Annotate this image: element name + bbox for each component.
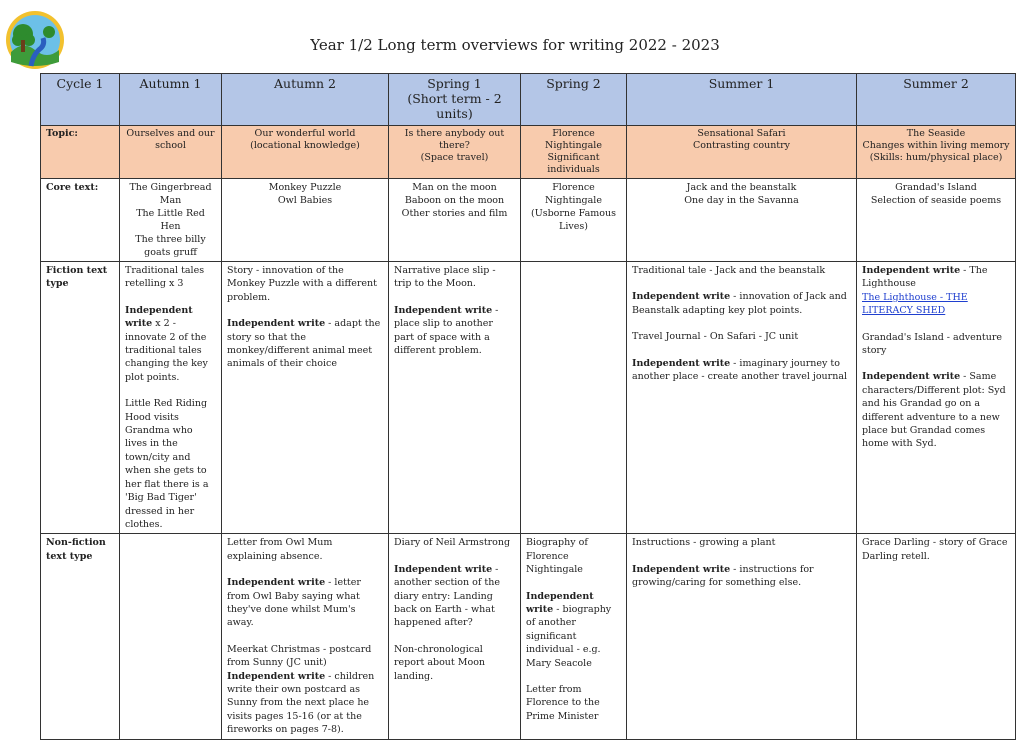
- bold-label: Independent write: [394, 304, 493, 316]
- topic-cell: Florence Nightingale Significant individuals: [521, 126, 627, 179]
- text-span: x 2 - innovate 2 of the traditional tales changing the key plot points.: [125, 318, 208, 383]
- text-block: Instructions - growing a plant: [632, 537, 776, 549]
- text-block: [862, 264, 1010, 291]
- header-summer-2: Summer 2: [857, 74, 1016, 126]
- non-fiction-cell-autumn-1: [120, 534, 222, 739]
- text-block: Traditional tale - Jack and the beanstalk: [632, 265, 826, 276]
- non-fiction-cell-spring-1: [389, 534, 521, 739]
- fiction-cell-autumn-1: [120, 262, 222, 534]
- text-block: [632, 563, 851, 590]
- header-autumn-1: Autumn 1: [120, 74, 222, 126]
- text-span: - innovation of Jack and Beanstalk adapting key plot points.: [632, 291, 847, 316]
- text-block: [394, 563, 515, 630]
- non-fiction-cell-autumn-2: [222, 534, 389, 739]
- header-autumn-2: Autumn 2: [222, 74, 389, 126]
- text-span: - place slip to another part of space with a different problem.: [394, 304, 499, 357]
- page-title: Year 1/2 Long term overviews for writing 2022 - 2023: [310, 36, 720, 54]
- header-summer-1: Summer 1: [627, 74, 857, 126]
- header-row: [41, 74, 1016, 126]
- text-block: [394, 304, 515, 358]
- row-label-core-text: Core text:: [41, 179, 120, 262]
- text-block: [632, 290, 851, 317]
- topic-cell: Ourselves and our school: [120, 126, 222, 179]
- text-block: [125, 304, 216, 384]
- bold-label: Independent write: [862, 371, 961, 383]
- text-block: Grace Darling - story of Grace Darling retell.: [862, 537, 1008, 562]
- core-text-cell: Jack and the beanstalk One day in the Savanna: [627, 179, 857, 262]
- text-block: [526, 590, 621, 670]
- fiction-cell-summer-1: [627, 262, 857, 534]
- fiction-cell-spring-1: [389, 262, 521, 534]
- row-label-non-fiction: Non-fiction text type: [41, 534, 120, 739]
- text-block: [227, 576, 383, 630]
- header-cycle: Cycle 1: [41, 74, 120, 126]
- core-text-cell: Grandad's Island Selection of seaside poems: [857, 179, 1016, 262]
- row-label-topic: Topic:: [41, 126, 120, 179]
- non-fiction-cell-summer-1: [627, 534, 857, 739]
- text-block: Letter from Florence to the Prime Minister: [526, 683, 600, 722]
- topic-cell: Sensational Safari Contrasting country: [627, 126, 857, 179]
- fiction-cell-spring-2: [521, 262, 627, 534]
- text-span: - Same characters/Different plot: Syd and his Grandad go on a different adventure to a new place but Grandad comes home with Syd.: [862, 371, 1006, 450]
- text-span: - biography of another significant individual - e.g. Mary Seacole: [526, 603, 612, 669]
- text-block: [862, 291, 1010, 318]
- text-block: Grandad's Island - adventure story: [862, 331, 1002, 357]
- bold-label: Independent write: [632, 291, 731, 303]
- row-label-fiction: Fiction text type: [41, 262, 120, 534]
- non-fiction-cell-spring-2: [521, 534, 627, 739]
- bold-label: Independent write: [632, 357, 731, 369]
- core-text-cell: Florence Nightingale (Usborne Famous Lives): [521, 179, 627, 262]
- bold-label: Independent write: [227, 670, 326, 682]
- bold-label: Independent write: [227, 318, 326, 330]
- core-text-cell: The Gingerbread Man The Little Red Hen The three billy goats gruff: [120, 179, 222, 262]
- text-block: Non-chronological report about Moon landing.: [394, 643, 486, 682]
- bold-label: Independent write: [227, 577, 326, 589]
- bold-label: Independent write: [125, 304, 193, 330]
- text-block: Traditional tales retelling x 3: [125, 265, 205, 290]
- core-text-cell: Monkey Puzzle Owl Babies: [222, 179, 389, 262]
- header-spring-1: Spring 1 (Short term - 2 units): [389, 74, 521, 126]
- bold-label: Independent write: [632, 563, 731, 575]
- overview-table: [40, 73, 1016, 740]
- text-span: - instructions for growing/caring for something else.: [632, 563, 814, 589]
- text-block: [632, 357, 851, 384]
- lighthouse-link[interactable]: The Lighthouse - THE LITERACY SHED: [862, 291, 968, 317]
- non-fiction-cell-summer-2: [857, 534, 1016, 739]
- topic-cell: Our wonderful world (locational knowledge): [222, 126, 389, 179]
- text-span: - children write their own postcard as Sunny from the next place he visits pages 15-16 (or at the fireworks on pages 7-8).: [227, 670, 375, 736]
- text-block: [227, 670, 383, 737]
- core-text-cell: Man on the moon Baboon on the moon Other stories and film: [389, 179, 521, 262]
- bold-label: Independent write: [394, 563, 493, 575]
- text-span: - imaginary journey to another place - create another travel journal: [632, 357, 848, 383]
- fiction-cell-summer-2: [857, 262, 1016, 534]
- text-block: Narrative place slip - trip to the Moon.: [394, 265, 496, 290]
- text-span: - another section of the diary entry: Landing back on Earth - what happened after?: [394, 563, 500, 629]
- bold-label: Independent write: [862, 265, 961, 276]
- topic-row: [41, 126, 1016, 179]
- text-block: Little Red Riding Hood visits Grandma who lives in the town/city and when she gets to her flat there is a 'Big Bad Tiger' dressed in her clothes.: [125, 398, 209, 530]
- text-span: - letter from Owl Baby saying what they've done whilst Mum's away.: [227, 577, 361, 629]
- text-block: Meerkat Christmas - postcard from Sunny (JC unit): [227, 643, 372, 669]
- non-fiction-row: [41, 534, 1016, 739]
- text-span: - The Lighthouse: [862, 265, 988, 290]
- fiction-row: [41, 262, 1016, 534]
- text-span: - adapt the story so that the monkey/different animal meet animals of their choice: [227, 318, 381, 370]
- header-spring-2: Spring 2: [521, 74, 627, 126]
- core-text-row: [41, 179, 1016, 262]
- text-block: [227, 317, 383, 371]
- topic-cell: The Seaside Changes within living memory (Skills: hum/physical place): [857, 126, 1016, 179]
- text-block: Travel Journal - On Safari - JC unit: [632, 331, 799, 343]
- text-block: Biography of Florence Nightingale: [526, 537, 588, 576]
- topic-cell: Is there anybody out there? (Space travel): [389, 126, 521, 179]
- text-block: Story - innovation of the Monkey Puzzle with a different problem.: [227, 265, 377, 303]
- bold-label: Independent write: [526, 590, 594, 615]
- text-block: [862, 370, 1010, 450]
- text-block: Letter from Owl Mum explaining absence.: [227, 537, 333, 562]
- fiction-cell-autumn-2: [222, 262, 389, 534]
- text-block: Diary of Neil Armstrong: [394, 537, 511, 549]
